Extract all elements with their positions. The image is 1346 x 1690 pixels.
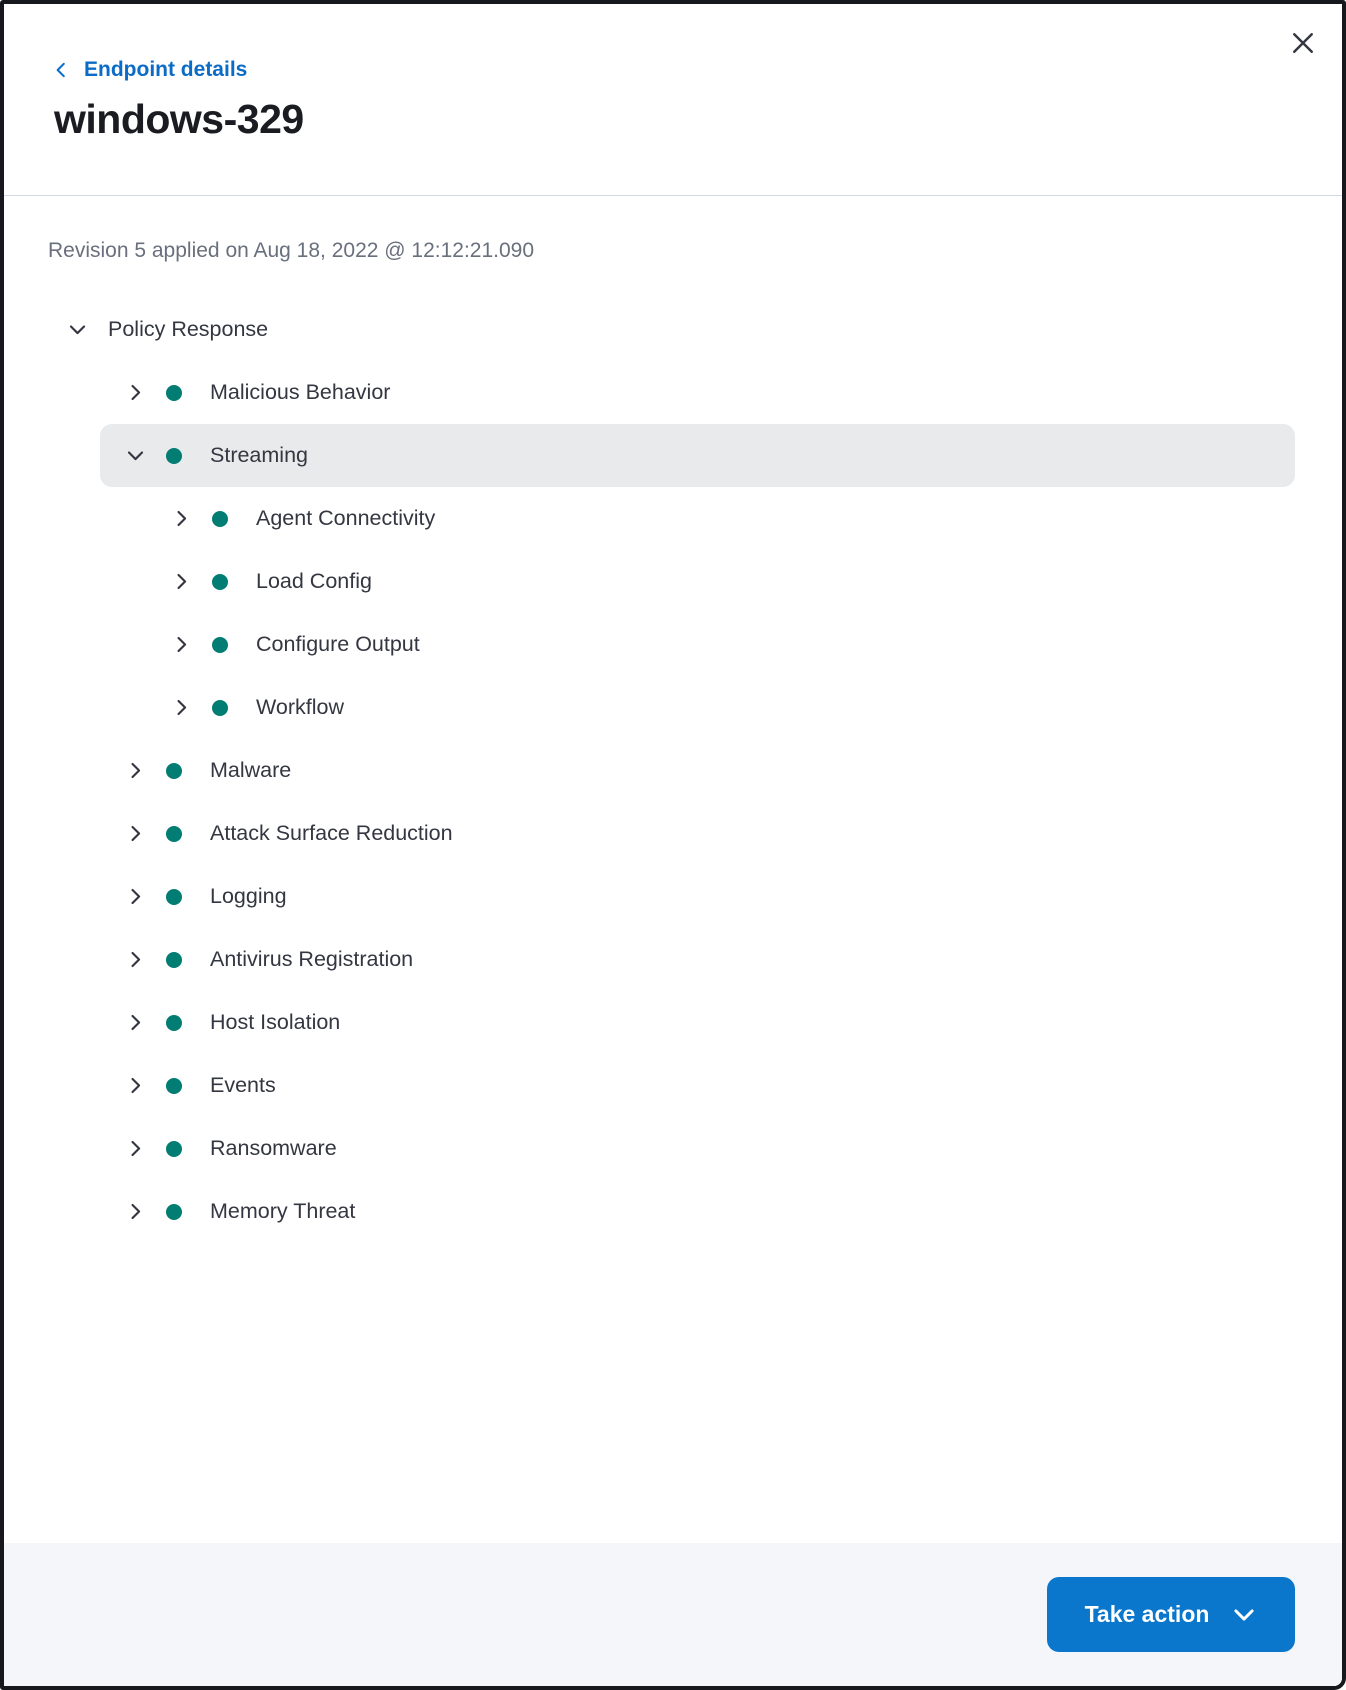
tree-item-label: Antivirus Registration: [210, 946, 414, 971]
tree-item-label: Configure Output: [256, 631, 420, 656]
chevron-right-icon[interactable]: [124, 1201, 146, 1223]
chevron-right-icon[interactable]: [124, 949, 146, 971]
take-action-button[interactable]: [1047, 1577, 1295, 1652]
tree-item-label: Workflow: [256, 694, 345, 719]
back-link-label: Endpoint details: [84, 58, 248, 81]
revision-status-text: Revision 5 applied on Aug 18, 2022 @ 12:12:21.090: [48, 239, 535, 263]
status-success-dot-icon: [212, 574, 228, 590]
tree-item-host-isolation[interactable]: [100, 991, 1295, 1054]
tree-item-ransomware[interactable]: [100, 1117, 1295, 1180]
tree-item-label: Events: [210, 1072, 276, 1097]
flyout-footer: [4, 1543, 1342, 1686]
tree-item-logging[interactable]: [100, 865, 1295, 928]
tree-item-workflow[interactable]: [146, 676, 1295, 739]
status-success-dot-icon: [212, 511, 228, 527]
chevron-right-icon[interactable]: [124, 1075, 146, 1097]
flyout-header: [4, 4, 1342, 196]
tree-item-label: Ransomware: [210, 1135, 337, 1160]
status-success-dot-icon: [166, 889, 182, 905]
tree-item-malware[interactable]: [100, 739, 1295, 802]
chevron-right-icon[interactable]: [124, 1012, 146, 1034]
chevron-right-icon[interactable]: [170, 634, 192, 656]
tree-item-attack-surface-reduction[interactable]: [100, 802, 1295, 865]
tree-item-antivirus-registration[interactable]: [100, 928, 1295, 991]
back-to-endpoint-details-link[interactable]: [52, 58, 247, 82]
tree-item-label: Malicious Behavior: [210, 379, 391, 404]
chevron-right-icon[interactable]: [124, 382, 146, 404]
close-icon[interactable]: [1286, 26, 1320, 60]
status-success-dot-icon: [166, 826, 182, 842]
chevron-right-icon[interactable]: [124, 1138, 146, 1160]
policy-response-tree: [48, 298, 1295, 1243]
status-success-dot-icon: [166, 1078, 182, 1094]
tree-item-memory-threat[interactable]: [100, 1180, 1295, 1243]
flyout-body: [4, 196, 1342, 1543]
status-success-dot-icon: [166, 448, 182, 464]
status-success-dot-icon: [166, 1141, 182, 1157]
tree-item-malicious-behavior[interactable]: [100, 361, 1295, 424]
tree-item-label: Logging: [210, 883, 287, 908]
status-success-dot-icon: [166, 952, 182, 968]
tree-item-label: Malware: [210, 757, 292, 782]
tree-item-label: Memory Threat: [210, 1198, 356, 1223]
page-title: windows-329: [54, 96, 304, 142]
status-success-dot-icon: [212, 637, 228, 653]
chevron-right-icon[interactable]: [170, 508, 192, 530]
tree-item-label: Streaming: [210, 442, 308, 467]
tree-item-events[interactable]: [100, 1054, 1295, 1117]
status-success-dot-icon: [166, 385, 182, 401]
chevron-right-icon[interactable]: [170, 697, 192, 719]
tree-item-load-config[interactable]: [146, 550, 1295, 613]
take-action-label: Take action: [1084, 1601, 1210, 1627]
tree-item-policy-response[interactable]: [48, 298, 1295, 361]
tree-item-agent-connectivity[interactable]: [146, 487, 1295, 550]
status-success-dot-icon: [166, 763, 182, 779]
tree-item-label: Policy Response: [108, 316, 269, 341]
tree-item-streaming[interactable]: [100, 424, 1295, 487]
chevron-right-icon[interactable]: [124, 823, 146, 845]
tree-item-label: Host Isolation: [210, 1009, 341, 1034]
chevron-down-icon[interactable]: [66, 319, 88, 341]
chevron-left-icon: [52, 61, 70, 79]
chevron-right-icon[interactable]: [124, 886, 146, 908]
tree-item-label: Load Config: [256, 568, 372, 593]
status-success-dot-icon: [166, 1204, 182, 1220]
chevron-right-icon[interactable]: [170, 571, 192, 593]
chevron-right-icon[interactable]: [124, 760, 146, 782]
chevron-down-icon: [1231, 1602, 1257, 1628]
chevron-down-icon[interactable]: [124, 445, 146, 467]
status-success-dot-icon: [212, 700, 228, 716]
tree-item-configure-output[interactable]: [146, 613, 1295, 676]
status-success-dot-icon: [166, 1015, 182, 1031]
tree-item-label: Agent Connectivity: [256, 505, 436, 530]
tree-item-label: Attack Surface Reduction: [210, 820, 453, 845]
